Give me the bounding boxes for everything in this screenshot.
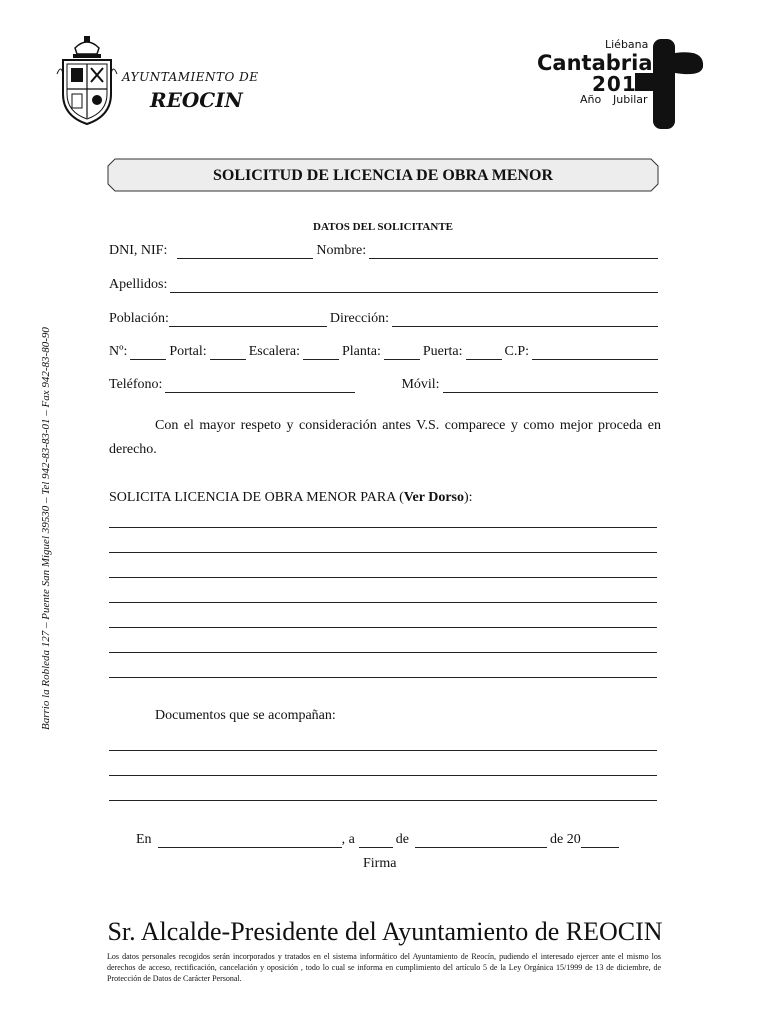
logo-cantabria: Cantabria	[537, 51, 653, 75]
request-line-6[interactable]	[109, 652, 657, 653]
dni-label: DNI, NIF:	[109, 243, 168, 258]
month-field[interactable]	[415, 833, 547, 848]
apellidos-field[interactable]	[170, 278, 658, 293]
firma-label: Firma	[363, 856, 397, 871]
request-line-4[interactable]	[109, 602, 657, 603]
request-line-2[interactable]	[109, 552, 657, 553]
town-name: REOCIN	[150, 88, 243, 112]
cp-field[interactable]	[532, 345, 658, 360]
legal-notice: Los datos personales recogidos serán incorporados y tratados en el sistema informático del Ayuntamiento de Reocín, pudiendo el interesado ejercer ante el mismo los derechos de acceso, rectificación, cancelación y oposición , todo lo cual se informa en cumplimiento del artículo 5 de la Ley Orgánica 15/1999 de 13 de diciembre, de Protección de Datos de Carácter Personal.	[107, 952, 661, 983]
poblacion-field[interactable]	[169, 312, 327, 327]
form-title: SOLICITUD DE LICENCIA DE OBRA MENOR	[212, 167, 554, 184]
portal-field[interactable]	[210, 345, 246, 360]
puerta-label: Puerta:	[422, 344, 463, 359]
logo-jubilar: Jubilar	[613, 93, 648, 106]
addressee: Sr. Alcalde-Presidente del Ayuntamiento de REOCIN	[107, 917, 663, 946]
coat-of-arms-icon	[55, 34, 119, 126]
puerta-field[interactable]	[466, 345, 502, 360]
place-field[interactable]	[158, 833, 342, 848]
place-date-row	[136, 832, 622, 848]
a-label: , a	[341, 832, 355, 847]
documents-line-2[interactable]	[109, 775, 657, 776]
request-line-3[interactable]	[109, 577, 657, 578]
nombre-label: Nombre:	[316, 243, 367, 258]
apellidos-label: Apellidos:	[109, 277, 168, 292]
request-label-text: SOLICITA LICENCIA DE OBRA MENOR PARA	[109, 490, 396, 505]
year-field[interactable]	[581, 833, 619, 848]
documents-label: Documentos que se acompañan:	[155, 708, 336, 723]
documents-line-3[interactable]	[109, 800, 657, 801]
documents-line-1[interactable]	[109, 750, 657, 751]
cp-label: C.P:	[504, 344, 530, 359]
movil-field[interactable]	[443, 378, 658, 393]
planta-label: Planta:	[341, 344, 381, 359]
section-title: DATOS DEL SOLICITANTE	[313, 221, 453, 233]
logo-ano: Año	[580, 93, 602, 106]
escalera-label: Escalera:	[248, 344, 300, 359]
numero-label: Nº:	[109, 344, 128, 359]
direccion-field[interactable]	[392, 312, 658, 327]
logo-year: 2017	[592, 72, 652, 96]
planta-field[interactable]	[384, 345, 420, 360]
de20-label: de 20	[550, 832, 581, 847]
logo-liebana: Liébana	[605, 38, 649, 51]
de-label: de	[395, 832, 409, 847]
dni-field[interactable]	[177, 244, 313, 259]
direccion-label: Dirección:	[329, 311, 389, 326]
request-hint: Ver Dorso	[403, 490, 465, 505]
side-address: Barrio la Robleda 127 – Puente San Miguel 39530 – Tel 942-83-83-01 – Fax 942-83-80-90	[40, 327, 52, 730]
request-label: SOLICITA LICENCIA DE OBRA MENOR PARA (Ver Dorso):	[109, 490, 473, 505]
numero-field[interactable]	[130, 345, 166, 360]
escalera-field[interactable]	[303, 345, 339, 360]
request-line-5[interactable]	[109, 627, 657, 628]
request-line-7[interactable]	[109, 677, 657, 678]
telefono-field[interactable]	[165, 378, 355, 393]
ayuntamiento-label: AYUNTAMIENTO DE	[122, 70, 259, 84]
telefono-label: Teléfono:	[109, 377, 163, 392]
movil-label: Móvil:	[401, 377, 440, 392]
en-label: En	[136, 832, 152, 847]
nombre-field[interactable]	[369, 244, 658, 259]
cantabria-2017-logo	[535, 35, 715, 131]
request-line-1[interactable]	[109, 527, 657, 528]
day-field[interactable]	[359, 833, 393, 848]
poblacion-label: Población:	[109, 311, 169, 326]
portal-label: Portal:	[169, 344, 207, 359]
intro-paragraph: Con el mayor respeto y consideración antes V.S. comparece y como mejor proceda en derecho.	[109, 418, 661, 457]
